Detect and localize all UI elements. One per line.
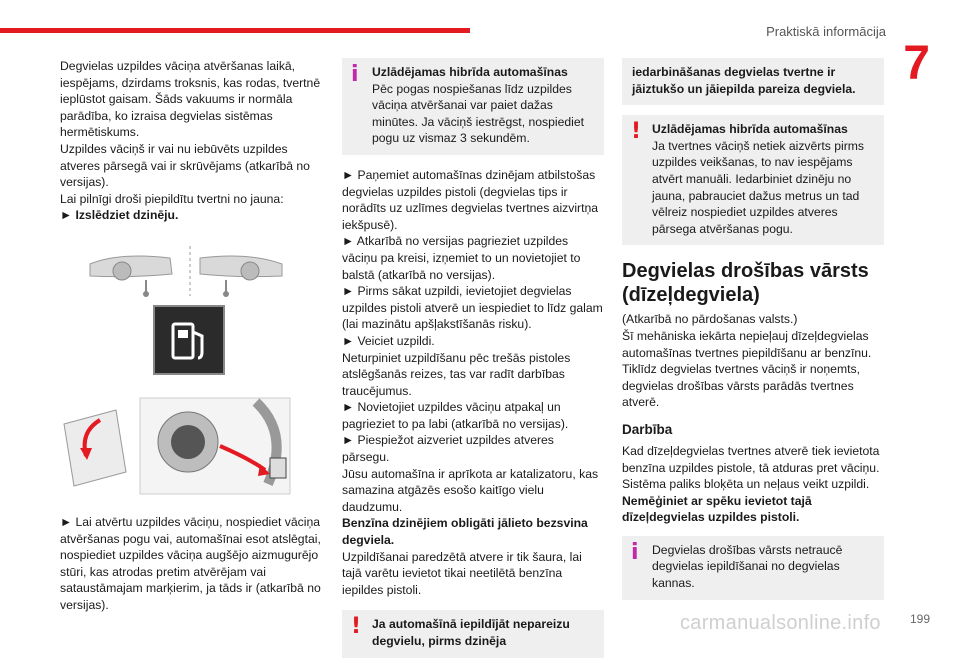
bold-notice: Benzīna dzinējiem obligāti jālieto bezsvina degviela. — [342, 516, 588, 548]
illustration-svg — [60, 234, 322, 504]
column-1 — [60, 58, 322, 614]
subheading: Darbība — [622, 421, 673, 437]
step: ► Paņemiet automašīnas dzinējam atbilstošas degvielas uzpildes pistoli (degvielas tips ir norādīts uz uzlīmes degvielas tvertnes aizvirtņa iekšpusē). — [342, 167, 599, 232]
paragraph: Lai pilnīgi droši piepildītu tvertni no jauna: — [60, 191, 284, 206]
note-title: Uzlādējamas hibrīda automašīnas — [372, 65, 568, 79]
note-text: Pēc pogas nospiešanas līdz uzpildes vāciņa atvēršanai var paiet dažas minūtes. Ja vāciņš iestrēgst, nospiediet pogu uz vismaz 3 sekundēm. — [372, 81, 585, 146]
info-note-hybrid — [342, 58, 604, 155]
step: ► Novietojiet uzpildes vāciņu atpakaļ un pagrieziet to pa labi (atkarībā no versijas). — [342, 400, 569, 431]
section-heading: Degvielas drošības vārsts (dīzeļdegviela) — [622, 260, 869, 307]
paragraph: Degvielas uzpildes vāciņa atvēršanas laikā, iespējams, dzirdams troksnis, kas rodas, tvertnē ieplūstot gaisam. Šāds vakuums ir normāla parādība, ko izraisa degvielas sistēmas hermētiskums. — [60, 59, 321, 140]
page-number: 199 — [909, 612, 930, 626]
paragraph: Šī mehāniska iekārta nepieļauj dīzeļdegvielas automašīnas tvertnes piepildīšanu ar benzīnu. Tiklīdz degvielas tvertnes vāciņš ir noņemts, degvielas drošības vārsts parādās tvertnes atverē. — [622, 328, 872, 410]
warning-icon: ! — [631, 119, 642, 145]
column-2 — [342, 58, 604, 658]
paragraph: (Atkarībā no pārdošanas valsts.) — [622, 312, 798, 327]
info-icon: i — [351, 62, 359, 87]
note-text: Degvielas drošības vārsts netraucē degvielas iepildīšanai no degvielas kannas. — [652, 542, 843, 591]
note-text: Ja tvertnes vāciņš netiek aizvērts pirms uzpildes veikšanas, to nav iespējams atvērt manuāli. Iedarbiniet dzinēju no jauna, pabrauciet dažus metrus un tad vēlreiz nospiediet uzpildes atveres pārsega atvēršanas pogu. — [652, 138, 865, 236]
fuel-pump-icon — [154, 306, 224, 374]
step: ► Pirms sākat uzpildi, ievietojiet degvielas uzpildes pistoli atverē un iespiediet to līdz galam (lai mazinātu apšļakstīšanās risku). — [342, 284, 603, 332]
step: ► Izslēdziet dzinēju. — [60, 208, 179, 223]
info-note-jerrycan — [622, 536, 884, 600]
bold-notice: Nemēģiniet ar spēku ievietot tajā dīzeļdegvielas uzpildes pistoli. — [622, 493, 812, 525]
warning-note-continued — [622, 58, 884, 105]
note-title: Uzlādējamas hibrīda automašīnas — [652, 122, 848, 137]
fuel-door-illustration — [64, 398, 290, 494]
fuel-door-illustrations — [60, 234, 322, 504]
note-title: Ja automašīnā iepildījāt nepareizu degvielu, pirms dzinēja — [372, 617, 570, 648]
warning-note-wrong-fuel — [342, 610, 604, 657]
dashboard-right-illustration — [200, 256, 282, 297]
note-text: iedarbināšanas degvielas tvertne ir jāiztukšo un jāiepilda pareiza degviela. — [632, 65, 856, 96]
warning-icon: ! — [351, 614, 362, 640]
paragraph: Uzpildīšanai paredzētā atvere ir tik šaura, lai tajā varētu ievietot tikai neetilētā benzīna iepildes pistoli. — [342, 549, 582, 597]
step: ► Atkarībā no versijas pagrieziet uzpildes vāciņu pa kreisi, izņemiet to un novietojiet to balstā (atkarībā no versijas). — [342, 234, 581, 282]
chapter-number: 7 — [903, 37, 930, 90]
paragraph: Neturpiniet uzpildīšanu pēc trešās pistoles atslēgšanās reizes, tas var radīt darbības traucējumus. — [342, 350, 571, 398]
paragraph: ► Lai atvērtu uzpildes vāciņu, nospiediet vāciņa atvēršanas pogu vai, automašīnai esot atslēgtai, nospiediet uzpildes vāciņa augšējo aizmugurējo stūri, kas atrodas pretim atvērējam vai sataustāmajam marķierim, ja tāds ir (atkarībā no versijas). — [60, 514, 321, 612]
info-icon: i — [631, 539, 639, 565]
step: ► Piespiežot aizveriet uzpildes atveres pārsegu. — [342, 433, 554, 465]
header-accent-bar — [0, 28, 470, 33]
paragraph: Uzpildes vāciņš ir vai nu iebūvēts uzpildes atveres pārsegā vai ir skrūvējams (atkarībā no versijas). — [60, 141, 310, 190]
section-title: Praktiskā informācija — [766, 24, 886, 39]
column-3 — [622, 58, 884, 600]
paragraph: Kad dīzeļdegvielas tvertnes atverē tiek ievietota benzīna uzpildes pistole, tā atduras pret vāciņu. Sistēma paliks bloķēta un neļaus veikt uzpildi. — [622, 443, 880, 492]
warning-note-hybrid — [622, 115, 884, 245]
paragraph: Jūsu automašīna ir aprīkota ar katalizatoru, kas samazina atgāzēs esošo kaitīgo vielu daudzumu. — [342, 466, 599, 514]
step: ► Veiciet uzpildi. — [342, 333, 435, 348]
watermark: carmanualsonline.info — [680, 612, 881, 634]
dashboard-left-illustration — [90, 256, 172, 297]
